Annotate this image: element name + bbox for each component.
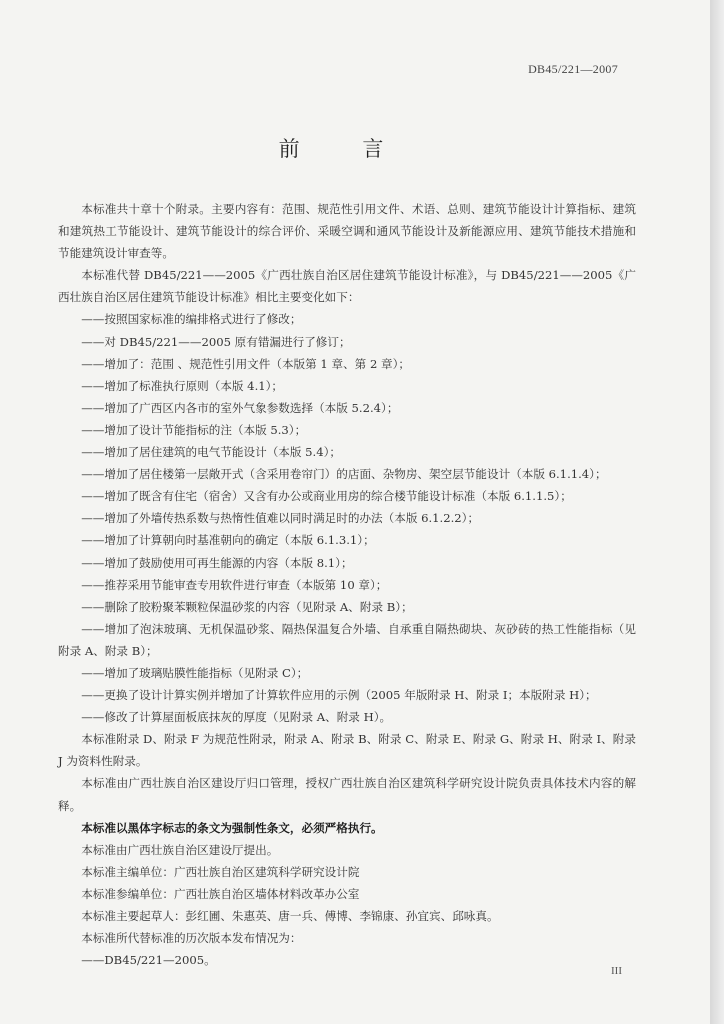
foreword-paragraph: ——删除了胶粉聚苯颗粒保温砂浆的内容（见附录 A、附录 B）； [81, 599, 413, 614]
foreword-paragraph: ——增加了：范围 、规范性引用文件（本版第 1 章、第 2 章）； [81, 356, 411, 371]
foreword-paragraph: ——增加了泡沫玻璃、无机保温砂浆、隔热保温复合外墙、自承重自隔热砌块、灰砂砖的热工性能指标（见附录 A、附录 B）； [58, 621, 636, 658]
foreword-paragraph: 本标准附录 D、附录 F 为规范性附录，附录 A、附录 B、附录 C、附录 E、附录 G、附录 H、附录 I、附录 J 为资料性附录。 [58, 732, 636, 769]
page-title: 前 言 [278, 137, 412, 161]
foreword-paragraph: ——增加了计算朝向时基准朝向的确定（本版 6.1.3.1）； [81, 533, 375, 548]
page-number: III [611, 965, 622, 977]
foreword-paragraph: 本标准由广西壮族自治区建设厅提出。 [81, 842, 279, 857]
foreword-paragraph: ——增加了外墙传热系数与热惰性值难以同时满足时的办法（本版 6.1.2.2）； [81, 511, 480, 526]
foreword-paragraph: ——增加了居住楼第一层敞开式（含采用卷帘门）的店面、杂物房、架空层节能设计（本版 6.1.1.4）； [81, 467, 607, 482]
foreword-paragraph: 本标准由广西壮族自治区建设厅归口管理，授权广西壮族自治区建筑科学研究设计院负责具体技术内容的解释。 [58, 776, 636, 813]
foreword-paragraph: ——对 DB45/221——2005 原有错漏进行了修订； [81, 334, 351, 349]
foreword-paragraph: 本标准共十章十个附录。主要内容有：范围、规范性引用文件、术语、总则、建筑节能设计计算指标、建筑和建筑热工节能设计、建筑节能设计的综合评价、采暖空调和通风节能设计及新能源应用、建筑节能技术措施和节能建筑设计审查等。 [58, 202, 636, 261]
foreword-paragraph: 本标准所代替标准的历次版本发布情况为： [81, 931, 302, 946]
foreword-paragraph: ——增加了玻璃贴膜性能指标（见附录 C）； [81, 665, 309, 680]
foreword-paragraph: 本标准主要起草人：彭红圃、朱惠英、唐一兵、傅博、李锦康、孙宜宾、邱咏真。 [81, 909, 499, 923]
foreword-paragraph: ——增加了广西区内各市的室外气象参数选择（本版 5.2.4）； [81, 400, 399, 415]
foreword-paragraph: ——增加了鼓励使用可再生能源的内容（本版 8.1）； [81, 555, 353, 570]
foreword-paragraph: 本标准主编单位：广西壮族自治区建筑科学研究设计院 [81, 864, 360, 879]
foreword-paragraph: ——增加了标准执行原则（本版 4.1）； [81, 378, 284, 393]
foreword-paragraph: ——更换了设计计算实例并增加了计算软件应用的示例（2005 年版附录 H、附录 I；本版附录 H）； [81, 688, 597, 703]
document-number: DB45/221—2007 [528, 62, 618, 76]
scan-edge [710, 0, 724, 1024]
foreword-paragraph: ——推荐采用节能审查专用软件进行审查（本版第 10 章）； [81, 577, 388, 592]
foreword-paragraph: 本标准参编单位：广西壮族自治区墙体材料改革办公室 [81, 886, 360, 901]
foreword-paragraph: ——增加了设计节能指标的注（本版 5.3）； [81, 422, 307, 437]
foreword-paragraph: ——DB45/221—2005。 [81, 953, 216, 968]
mandatory-clause-note: 本标准以黑体字标志的条文为强制性条文，必须严格执行。 [81, 820, 383, 835]
foreword-paragraph: ——增加了居住建筑的电气节能设计（本版 5.4）； [81, 445, 341, 460]
foreword-paragraph: ——增加了既含有住宅（宿舍）又含有办公或商业用房的综合楼节能设计标准（本版 6.1.1.5）； [81, 489, 572, 504]
foreword-paragraph: ——按照国家标准的编排格式进行了修改； [81, 312, 302, 327]
foreword-paragraph: ——修改了计算屋面板底抹灰的厚度（见附录 A、附录 H）。 [81, 710, 392, 725]
foreword-paragraph: 本标准代替 DB45/221——2005《广西壮族自治区居住建筑节能设计标准》，与 DB45/221——2005《广西壮族自治区居住建筑节能设计标准》相比主要变化如下： [58, 268, 636, 305]
foreword-body [58, 198, 636, 971]
